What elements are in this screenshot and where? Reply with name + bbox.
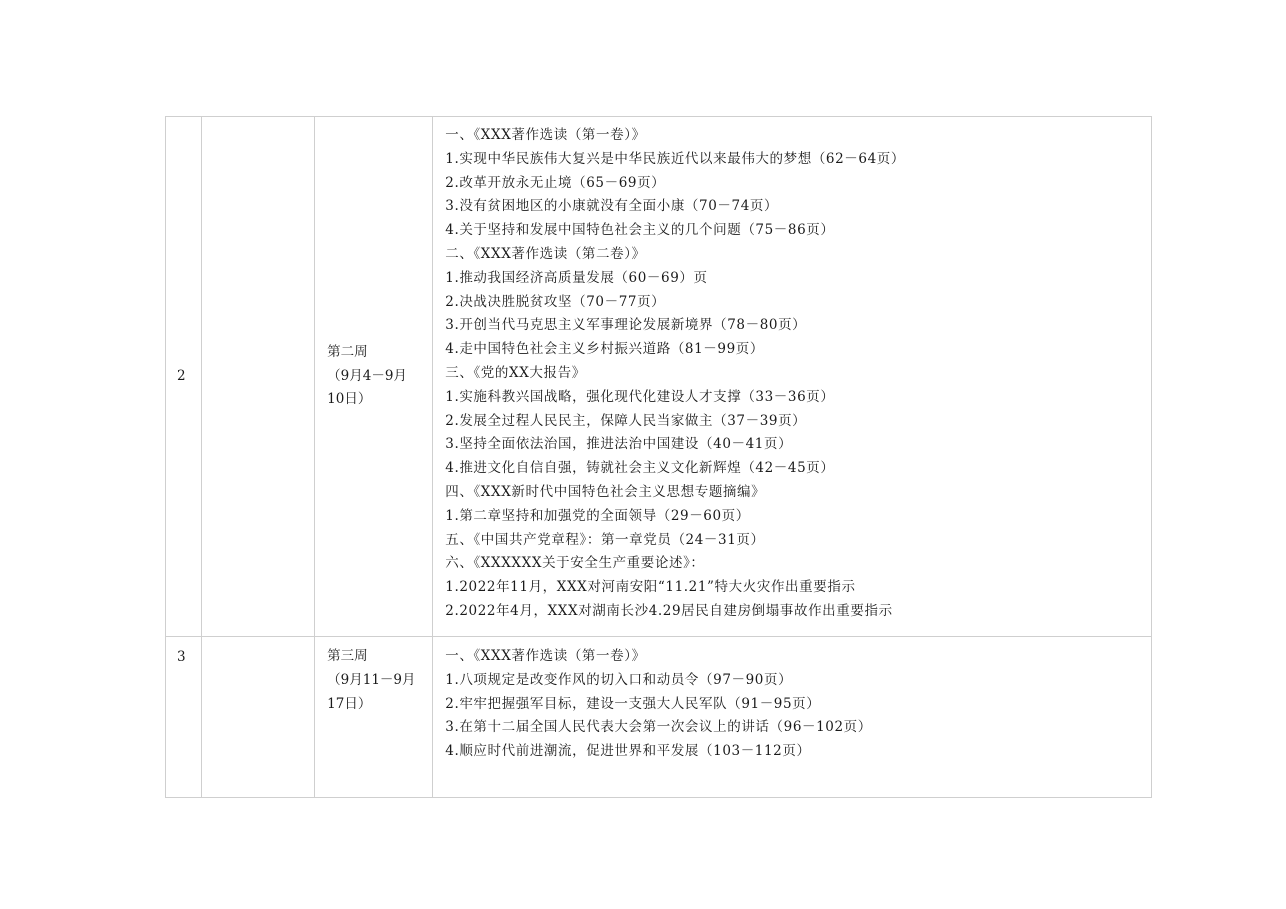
reading-item: 2.决战决胜脱贫攻坚（70－77页） (445, 293, 666, 310)
reading-item: 1.实施科教兴国战略，强化现代化建设人才支撑（33－36页） (445, 388, 835, 405)
reading-item: 2.发展全过程人民民主，保障人民当家做主（37－39页） (445, 412, 807, 429)
reading-item: 4.推进文化自信自强，铸就社会主义文化新辉煌（42－45页） (445, 460, 835, 477)
reading-item: 三、《党的XX大报告》 (445, 364, 586, 381)
week-range: 10日） (327, 391, 372, 408)
reading-item: 二、《XXX著作选读（第二卷）》 (445, 245, 646, 262)
reading-item: 3.没有贫困地区的小康就没有全面小康（70－74页） (445, 198, 779, 215)
reading-item: 一、《XXX著作选读（第一卷）》 (445, 648, 646, 664)
reading-item: 4.关于坚持和发展中国特色社会主义的几个问题（75－86页） (445, 222, 835, 239)
table-row (166, 637, 1152, 798)
reading-item: 2.改革开放永无止境（65－69页） (445, 174, 666, 191)
reading-item: 3.坚持全面依法治国，推进法治中国建设（40－41页） (445, 436, 793, 453)
row-number: 2 (166, 117, 202, 637)
week-range: 17日） (327, 695, 372, 712)
reading-item: 1.推动我国经济高质量发展（60－69）页 (445, 269, 708, 286)
week-cell (315, 637, 433, 798)
week-title: 第三周 (327, 648, 368, 664)
reading-item: 4.走中国特色社会主义乡村振兴道路（81－99页） (445, 341, 764, 358)
reading-list (433, 637, 1152, 798)
row-number: 3 (166, 637, 202, 798)
blank-cell (202, 637, 315, 798)
reading-item: 1.第二章坚持和加强党的全面领导（29－60页） (445, 507, 750, 524)
table-row (166, 117, 1152, 637)
week-cell (315, 117, 433, 637)
week-title: 第二周 (327, 343, 368, 360)
reading-item: 3.在第十二届全国人民代表大会第一次会议上的讲话（96－102页） (445, 719, 872, 736)
week-range: （9月4－9月 (327, 367, 407, 384)
reading-item: 五、《中国共产党章程》：第一章党员（24－31页） (445, 531, 765, 548)
reading-item: 1.实现中华民族伟大复兴是中华民族近代以来最伟大的梦想（62－64页） (445, 150, 905, 167)
reading-item: 2.2022年4月，XXX对湖南长沙4.29居民自建房倒塌事故作出重要指示 (445, 602, 893, 619)
week-range: （9月11－9月 (327, 671, 416, 688)
reading-item: 1.八项规定是改变作风的切入口和动员令（97－90页） (445, 671, 793, 688)
reading-item: 4.顺应时代前进潮流，促进世界和平发展（103－112页） (445, 743, 811, 760)
reading-item: 1.2022年11月，XXX对河南安阳“11.21”特大火灾作出重要指示 (445, 579, 856, 596)
reading-list (433, 117, 1152, 637)
reading-item: 3.开创当代马克思主义军事理论发展新境界（78－80页） (445, 317, 807, 334)
reading-item: 四、《XXX新时代中国特色社会主义思想专题摘编》 (445, 483, 766, 500)
reading-item: 2.牢牢把握强军目标，建设一支强大人民军队（91－95页） (445, 695, 821, 712)
reading-item: 六、《XXXXXX关于安全生产重要论述》： (445, 555, 705, 572)
study-schedule-table (165, 116, 1152, 798)
reading-item: 一、《XXX著作选读（第一卷）》 (445, 127, 646, 143)
blank-cell (202, 117, 315, 637)
